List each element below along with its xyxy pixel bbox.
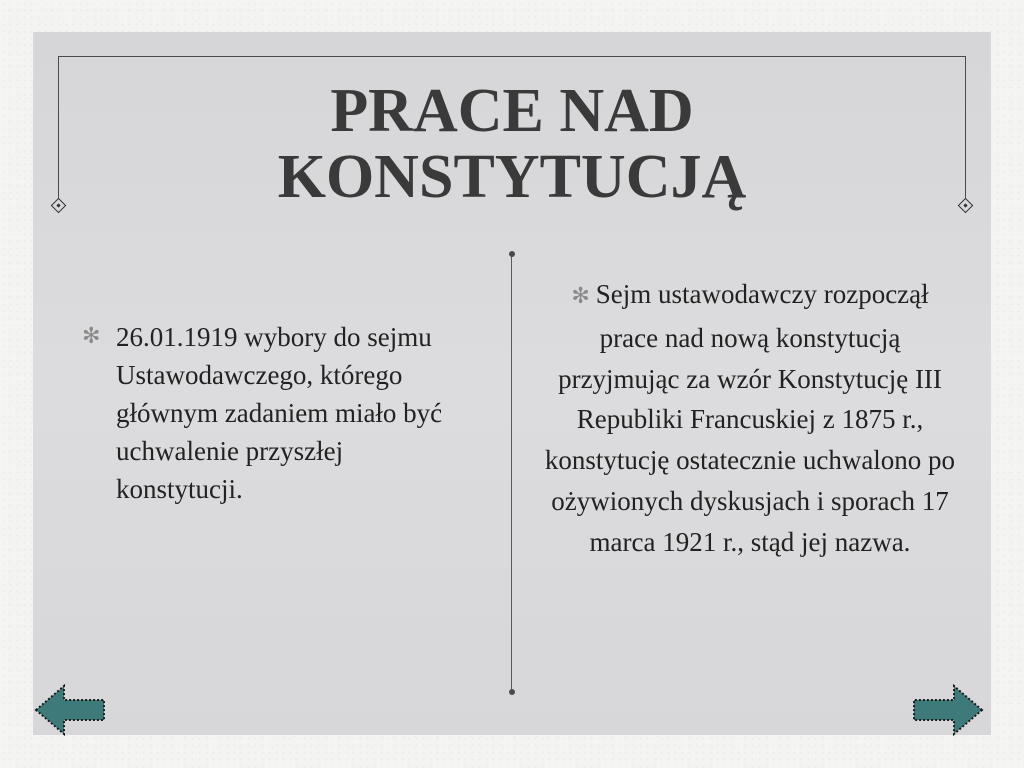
title-line-2: KONSTYTUCJĄ xyxy=(277,143,747,211)
asterisk-bullet-icon: ✻ xyxy=(571,284,590,309)
divider-bottom-dot xyxy=(509,689,515,695)
right-column xyxy=(540,274,960,563)
arrow-right-icon[interactable] xyxy=(912,684,984,736)
column-divider xyxy=(511,254,512,692)
slide-title xyxy=(150,78,874,210)
arrow-left-icon[interactable] xyxy=(34,684,106,736)
title-line-1: PRACE NAD xyxy=(330,77,694,145)
right-bullet-text: Sejm ustawodawczy rozpoczął prace nad nową konstytucją przyjmując za wzór Konstytucję III Republiki Francuskiej z 1875 r., konstytucję ostatecznie uchwalono po ożywionych dyskusjach i sporach 17 marca 1921 r., stąd jej nazwa. xyxy=(544,279,956,557)
left-bullet-text: 26.01.1919 wybory do sejmu Ustawodawczego, którego głównym zadaniem miało być uchwalenie przyszłej konstytucji. xyxy=(116,322,443,504)
asterisk-bullet-icon: ✻ xyxy=(82,324,101,349)
divider-top-dot xyxy=(509,251,515,257)
left-column xyxy=(82,318,472,508)
